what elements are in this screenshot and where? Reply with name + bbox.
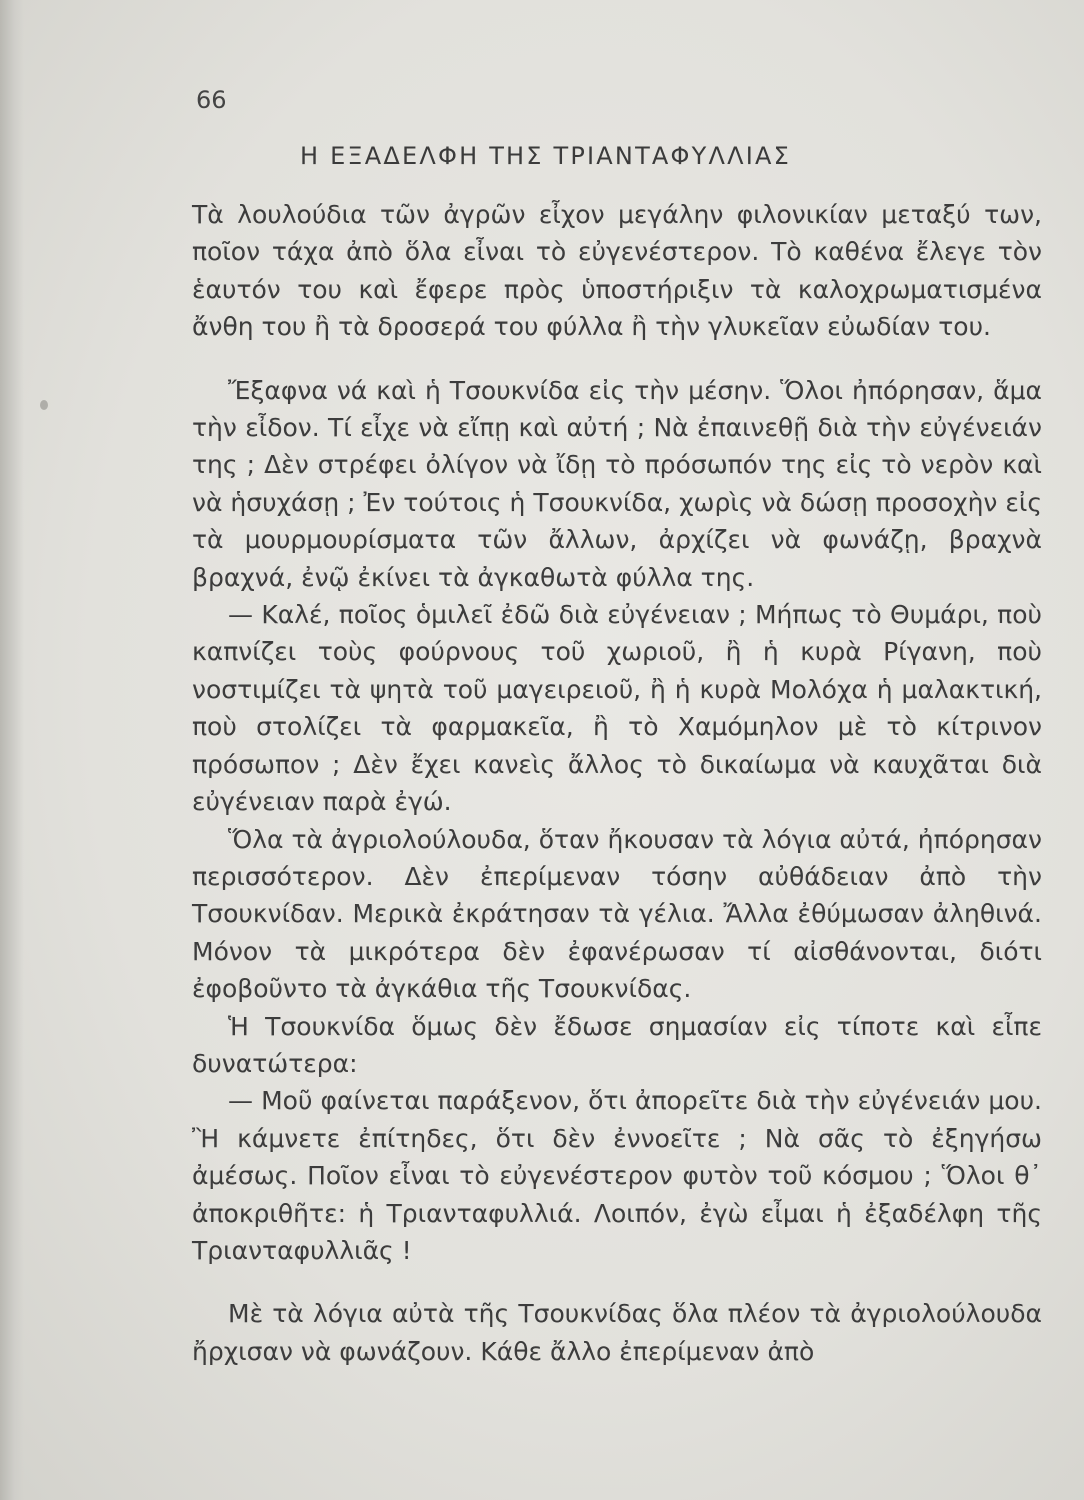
paragraph-1 xyxy=(192,196,1042,346)
page-number: 66 xyxy=(196,86,227,114)
paragraph-text: Μὲ τὰ λόγια αὐτὰ τῆς Τσουκνίδας ὅλα πλέον τὰ ἀγριολούλουδα ἤρχισαν νὰ φωνάζουν. Κάθε ἄλλο ἐπερίμεναν ἀπὸ xyxy=(192,1299,1042,1366)
paragraph-text: Ἡ Τσουκνίδα ὅμως δὲν ἔδωσε σημασίαν εἰς τίποτε καὶ εἶπε δυνατώτερα: xyxy=(192,1011,1042,1078)
ink-smudge xyxy=(40,400,48,410)
paragraph-text: Τὰ λουλούδια τῶν ἀγρῶν εἶχον μεγάλην φιλονικίαν μεταξύ των, ποῖον τάχα ἀπὸ ὅλα εἶναι τὸ εὐγενέστερον. Τὸ καθένα ἔλεγε τὸν ἑαυτόν του καὶ ἔφερε πρὸς ὑποστήριξιν τὰ καλοχρωματισμένα ἄνθη του ἢ τὰ δροσερά του φύλλα ἢ τὴν γλυκεῖαν εὐωδίαν του. xyxy=(192,200,1042,342)
paragraph-text: Ὅλα τὰ ἀγριολούλουδα, ὅταν ἤκουσαν τὰ λόγια αὐτά, ἠπόρησαν περισσότερον. Δὲν ἐπερίμεναν τόσην αὐθάδειαν ἀπὸ τὴν Τσουκνίδαν. Μερικὰ ἐκράτησαν τὰ γέλια. Ἄλλα ἐθύμωσαν ἀληθινά. Μόνον τὰ μικρότερα δὲν ἐφανέρωσαν τί αἰσθάνονται, διότι ἐφοβοῦντο τὰ ἀγκάθια τῆς Τσουκνίδας. xyxy=(192,824,1042,1004)
story-text xyxy=(192,196,1042,1370)
paragraph-3 xyxy=(192,596,1042,820)
paragraph-text: Ἔξαφνα νά καὶ ἡ Τσουκνίδα εἰς τὴν μέσην. Ὅλοι ἠπόρησαν, ἅμα τὴν εἶδον. Τί εἶχε νὰ εἴπῃ καὶ αὐτή ; Νὰ ἐπαινεθῇ διὰ τὴν εὐγένειάν της ; Δὲν στρέφει ὀλίγον νὰ ἴδῃ τὸ πρόσωπόν της εἰς τὸ νερὸν καὶ νὰ ἡσυχάσῃ ; Ἐν τούτοις ἡ Τσουκνίδα, χωρὶς νὰ δώσῃ προσοχὴν εἰς τὰ μουρμουρίσματα τῶν ἄλλων, ἀρχίζει νὰ φωνάζῃ, βραχνὰ βραχνά, ἐνῷ ἐκίνει τὰ ἀγκαθωτὰ φύλλα της. xyxy=(192,375,1042,592)
chapter-title: Η ΕΞΑΔΕΛΦΗ ΤΗΣ ΤΡΙΑΝΤΑΦΥΛΛΙΑΣ xyxy=(300,142,791,170)
page-binding-edge xyxy=(0,0,24,1500)
paragraph-7 xyxy=(192,1295,1042,1370)
paragraph-6 xyxy=(192,1082,1042,1269)
paragraph-2 xyxy=(192,372,1042,596)
paragraph-5 xyxy=(192,1008,1042,1083)
paragraph-4 xyxy=(192,821,1042,1008)
paragraph-text: — Μοῦ φαίνεται παράξενον, ὅτι ἀπορεῖτε διὰ τὴν εὐγένειάν μου. Ἢ κάμνετε ἐπίτηδες, ὅτι δὲν ἐννοεῖτε ; Νὰ σᾶς τὸ ἐξηγήσω ἀμέσως. Ποῖον εἶναι τὸ εὐγενέστερον φυτὸν τοῦ κόσμου ; Ὅλοι θ᾽ ἀποκριθῆτε: ἡ Τριανταφυλλιά. Λοιπόν, ἐγὼ εἶμαι ἡ ἐξαδέλφη τῆς Τριανταφυλλιᾶς ! xyxy=(192,1086,1042,1265)
paragraph-text: — Καλέ, ποῖος ὁμιλεῖ ἐδῶ διὰ εὐγένειαν ; Μήπως τὸ Θυμάρι, ποὺ καπνίζει τοὺς φούρνους τοῦ χωριοῦ, ἢ ἡ κυρὰ Ρίγανη, ποὺ νοστιμίζει τὰ ψητὰ τοῦ μαγειρειοῦ, ἢ ἡ κυρὰ Μολόχα ἡ μαλακτική, ποὺ στολίζει τὰ φαρμακεῖα, ἢ τὸ Χαμόμηλον μὲ τὸ κίτρινον πρόσωπον ; Δὲν ἔχει κανεὶς ἄλλος τὸ δικαίωμα νὰ καυχᾶται διὰ εὐγένειαν παρὰ ἐγώ. xyxy=(192,600,1042,817)
